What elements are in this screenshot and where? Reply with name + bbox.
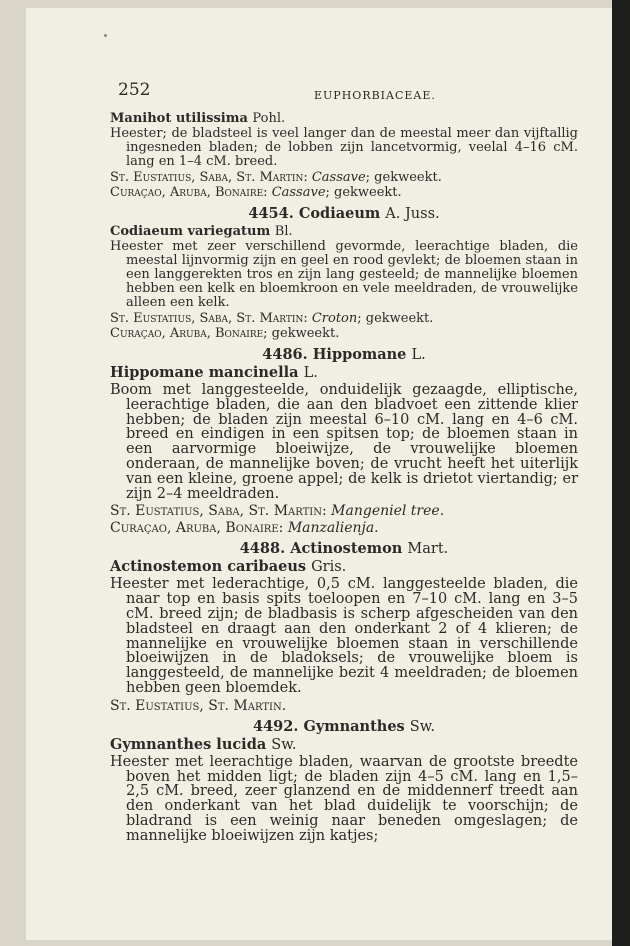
species-description: Heester; de bladsteel is veel langer dan de meestal meer dan vijftallig ingesneden bladen; de lobben zijn lancetvormig, veelal 4–16 cM. lang en 1–4 cM. breed. <box>110 126 578 169</box>
genus-heading: 4488. Actinostemon Mart. <box>239 540 449 558</box>
locality-line: St. Eustatius, Saba, St. Martin: Mangeniel tree. <box>110 503 445 520</box>
page-number: 252 <box>118 80 151 100</box>
genus-heading: 4454. Codiaeum A. Juss. <box>248 205 440 222</box>
species-name: Codiaeum variegatum Bl. <box>110 224 293 239</box>
scan-edge <box>612 0 630 946</box>
species-name: Gymnanthes lucida Sw. <box>110 735 297 753</box>
species-name: Actinostemon caribaeus Gris. <box>110 558 347 576</box>
species-name: Manihot utilissima Pohl. <box>110 111 286 126</box>
species-description: Heester met leerachtige bladen, waarvan de grootste breedte boven het midden ligt; de bladen zijn 4–5 cM. lang en 1,5–2,5 cM. breed, zeer glanzend en de middennerf treedt aan den onderkant van het blad duidelijk te voorschijn; de bladrand is een weinig naar beneden omgeslagen; de mannelijke bloeiwijzen zijn katjes; <box>110 753 578 844</box>
locality-line: Curaçao, Aruba, Bonaire: Cassave; gekweekt. <box>110 185 402 200</box>
locality-line: St. Eustatius, St. Martin. <box>110 697 287 714</box>
genus-heading: 4492. Gymnanthes Sw. <box>252 717 436 735</box>
species-description: Heester met lederachtige, 0,5 cM. langgesteelde bladen, die naar top en basis spits toeloopen en 7–10 cM. lang en 3–5 cM. breed zijn; de bladbasis is scherp afgescheiden van den bladsteel en draagt aan den onderkant 2 of 4 klieren; de mannelijke en vrouwelijke bloemen staan in verschillende bloeiwijzen in de bladoksels; de vrouwelijke bloem is langgesteeld, de mannelijke bezit 4 meeldraden; de bloemen hebben geen bloemdek. <box>110 576 578 696</box>
locality-line: St. Eustatius, Saba, St. Martin: Croton; gekweekt. <box>110 311 434 326</box>
page-body <box>110 110 578 846</box>
locality-line: St. Eustatius, Saba, St. Martin: Cassave; gekweekt. <box>110 170 442 185</box>
running-title: EUPHORBIACEAE. <box>314 89 436 102</box>
paper-speck <box>104 34 107 37</box>
genus-heading: 4486. Hippomane L. <box>262 346 426 363</box>
species-name: Hippomane mancinella L. <box>110 364 318 381</box>
species-description: Heester met zeer verschillend gevormde, leerachtige bladen, die meestal lijnvormig zijn en geel en rood gevlekt; de bloemen staan in een langgerekten tros en zijn lang gesteeld; de mannelijke bloemen hebben een kelk en bloemkroon en vele meeldraden, de vrouwelijke alleen een kelk. <box>110 239 578 310</box>
locality-line: Curaçao, Aruba, Bonaire; gekweekt. <box>110 326 340 341</box>
page-header <box>118 80 570 102</box>
species-description: Boom met langgesteelde, onduidelijk gezaagde, elliptische, leerachtige bladen, die aan den bladvoet een zittende klier hebben; de bladen zijn meestal 6–10 cM. lang en 4–6 cM. breed en eindigen in een spitsen top; de bloemen staan in een aarvormige bloeiwijze, de vrouwelijke bloemen onderaan, de mannelijke boven; de vrucht heeft het uiterlijk van een kleine, groene appel; de kelk is drietot viertandig; er zijn 2–4 meeldraden. <box>110 382 578 502</box>
locality-line: Curaçao, Aruba, Bonaire: Manzalienja. <box>110 520 379 537</box>
